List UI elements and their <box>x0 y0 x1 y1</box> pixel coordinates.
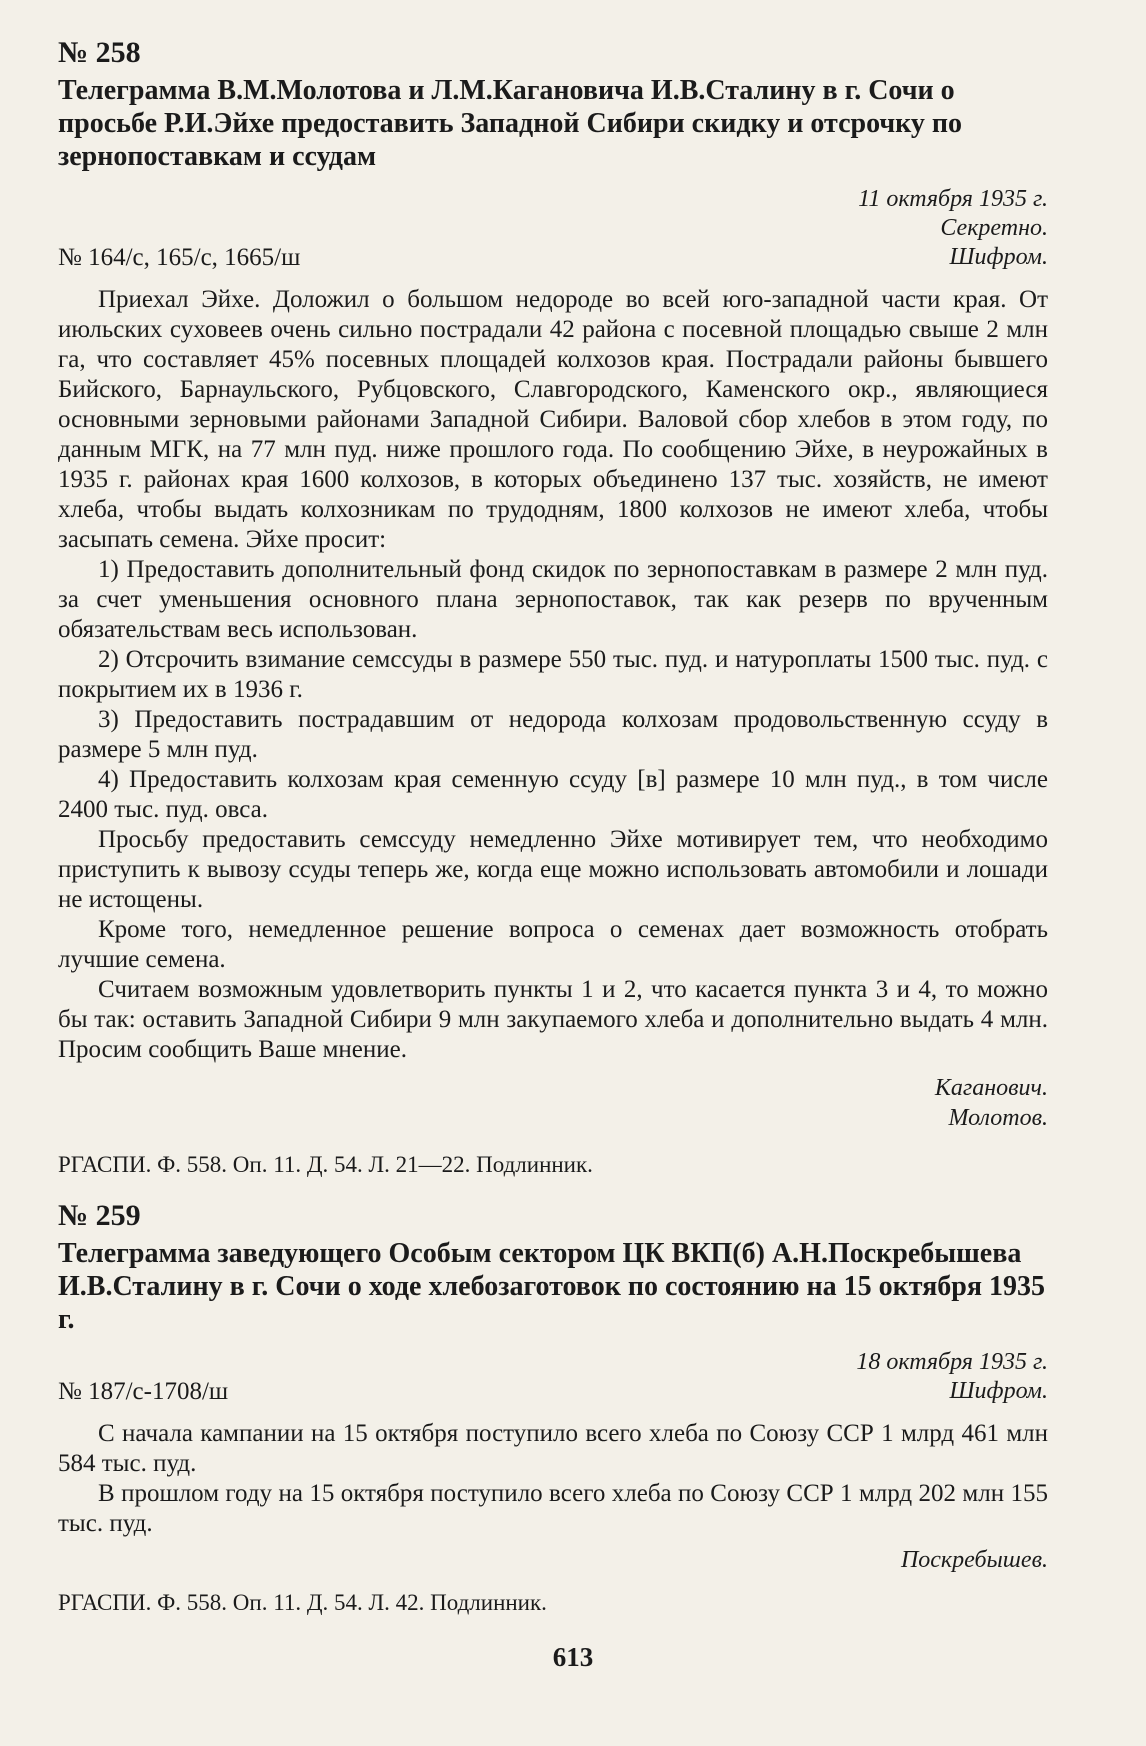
page-number: 613 <box>552 1642 594 1672</box>
doc-258-body <box>58 285 1048 1065</box>
doc-258-source: РГАСПИ. Ф. 558. Оп. 11. Д. 54. Л. 21—22. Подлинник. <box>58 1152 593 1177</box>
doc-258-paragraph: 1) Предоставить дополнительный фонд скидок по зернопоставкам в размере 2 млн пуд. за счет уменьшения основного плана зернопоставок, так как резерв по врученным обязательствам весь использован. <box>58 556 1048 643</box>
doc-259-paragraph: В прошлом году на 15 октября поступило всего хлеба по Союзу ССР 1 млрд 202 млн 155 тыс. пуд. <box>58 1480 1048 1537</box>
doc-258-paragraph: Кроме того, немедленное решение вопроса о семенах дает возможность отобрать лучшие семена. <box>58 916 1048 973</box>
doc-258-paragraph: Считаем возможным удовлетворить пункты 1 и 2, что касается пункта 3 и 4, то можно бы так: оставить Западной Сибири 9 млн закупаемого хлеба и дополнительно выдать 4 млн. Просим сообщить Ваше мнение. <box>58 976 1048 1063</box>
doc-259-signature: Поскребышев. <box>900 1547 1048 1573</box>
doc-258-title: Телеграмма В.М.Молотова и Л.М.Кагановича И.В.Сталину в г. Сочи о просьбе Р.И.Эйхе предоставить Западной Сибири скидку и отсрочку по зернопоставкам и ссудам <box>58 75 963 172</box>
doc-258-paragraph: Приехал Эйхе. Доложил о большом недороде во всей юго-западной части края. От июльских суховеев очень сильно пострадали 42 района с посевной площадью свыше 2 млн га, что составляет 45% посевных площадей колхозов края. Пострадали районы бывшего Бийского, Барнаульского, Рубцовского, Славгородского, Каменского окр., являющиеся основными зерновыми районами Западной Сибири. Валовой сбор хлебов в этом году, по данным МГК, на 77 млн пуд. ниже прошлого года. По сообщению Эйхе, в неурожайных в 1935 г. районах края 1600 колхозов, в которых объединено 137 тыс. хозяйств, не имеют хлеба, чтобы выдать колхозникам по трудодням, 1800 колхозов не имеют хлеба, чтобы засыпать семена. Эйхе просит: <box>58 286 1048 553</box>
doc-258-reg-row <box>58 243 1048 273</box>
doc-259-source: РГАСПИ. Ф. 558. Оп. 11. Д. 54. Л. 42. Подлинник. <box>58 1590 547 1615</box>
doc-258-signature-kaganovich: Каганович. <box>934 1075 1048 1101</box>
doc-258-reg-number: № 164/с, 165/с, 1665/ш <box>58 244 301 271</box>
doc-258-paragraph: 3) Предоставить пострадавшим от недорода колхозам продовольственную ссуду в размере 5 млн пуд. <box>58 706 1048 763</box>
doc-259-paragraph: С начала кампании на 15 октября поступило всего хлеба по Союзу ССР 1 млрд 461 млн 584 тыс. пуд. <box>58 1420 1048 1477</box>
document-259 <box>58 1199 1048 1617</box>
doc-258-date: 11 октября 1935 г. <box>858 186 1048 212</box>
doc-258-paragraph: 2) Отсрочить взимание семссуды в размере 550 тыс. пуд. и натуроплаты 1500 тыс. пуд. с покрытием их в 1936 г. <box>58 646 1048 703</box>
doc-259-date: 18 октября 1935 г. <box>856 1349 1048 1375</box>
doc-259-body <box>58 1419 1048 1539</box>
doc-259-title: Телеграмма заведующего Особым сектором ЦК ВКП(б) А.Н.Поскребышева И.В.Сталину в г. Сочи о ходе хлебозаготовок по состоянию на 15 октября 1935 г. <box>58 1238 1046 1335</box>
document-258 <box>58 36 1048 1179</box>
doc-258-classification: Секретно. <box>940 215 1048 241</box>
doc-259-reg-row <box>58 1377 1048 1407</box>
doc-258-transmission: Шифром. <box>949 244 1048 270</box>
doc-258-paragraph: 4) Предоставить колхозам края семенную ссуду [в] размере 10 млн пуд., в том числе 2400 тыс. пуд. овса. <box>58 766 1048 823</box>
doc-259-number: № 259 <box>58 1199 141 1232</box>
doc-258-paragraph: Просьбу предоставить семссуду немедленно Эйхе мотивирует тем, что необходимо приступить к вывозу ссуды теперь же, когда еще можно использовать автомобили и лошади не истощены. <box>58 826 1048 913</box>
doc-259-reg-number: № 187/с-1708/ш <box>58 1378 229 1405</box>
doc-258-number: № 258 <box>58 36 141 69</box>
doc-258-signature-molotov: Молотов. <box>948 1105 1048 1131</box>
doc-259-transmission: Шифром. <box>949 1378 1048 1404</box>
